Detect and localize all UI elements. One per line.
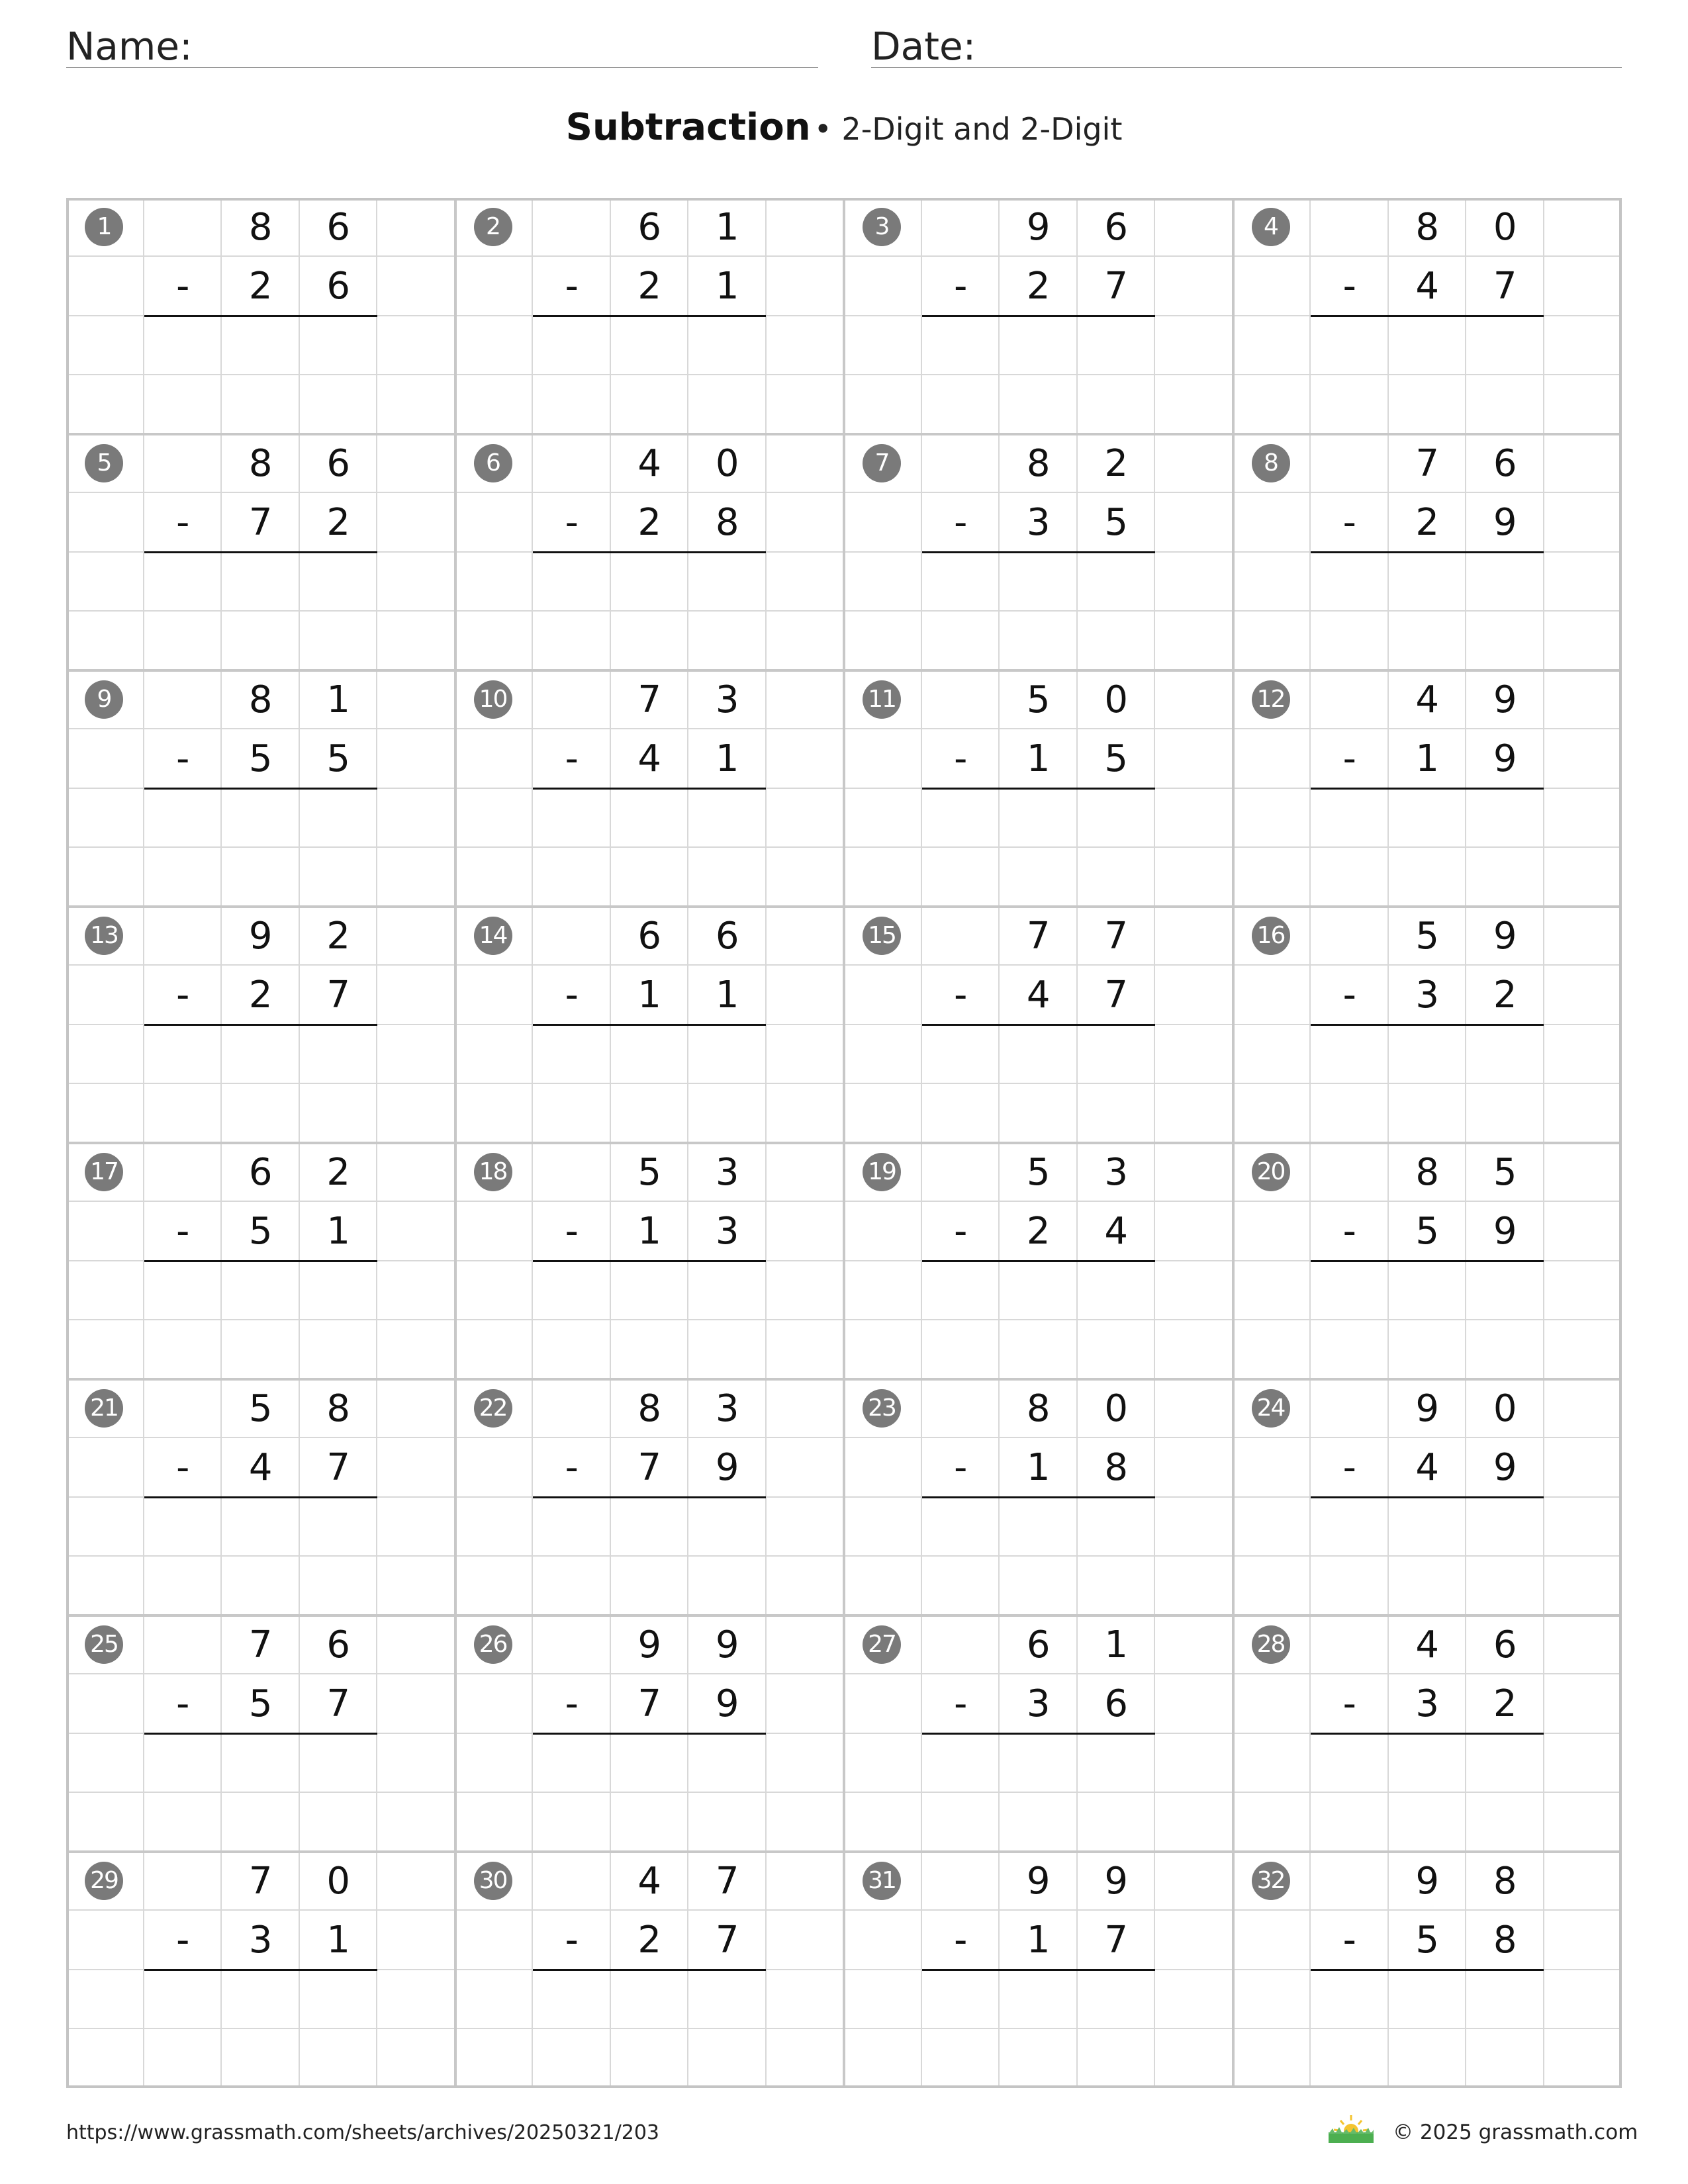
answer-cell[interactable] (688, 316, 767, 375)
problem-number-badge: 11 (863, 680, 901, 719)
subtrahend-ones-digit: 7 (1104, 974, 1129, 1017)
subtrahend-ones-digit: 9 (715, 1446, 739, 1490)
answer-cell[interactable] (144, 1970, 222, 2029)
answer-cell[interactable] (1078, 1734, 1156, 1793)
answer-cell[interactable] (922, 316, 1000, 375)
subtrahend-tens-digit: 2 (637, 1919, 662, 1962)
answer-cell[interactable] (1466, 553, 1544, 612)
answer-cell[interactable] (222, 789, 300, 848)
answer-cell[interactable] (222, 553, 300, 612)
subtrahend-ones-digit: 5 (1104, 501, 1129, 545)
minuend-tens-digit: 8 (248, 442, 273, 485)
problem-number-badge: 21 (85, 1389, 123, 1428)
answer-cell[interactable] (1466, 1498, 1544, 1557)
answer-cell[interactable] (1311, 1025, 1389, 1084)
subtrahend-ones-digit: 1 (326, 1919, 351, 1962)
subtrahend-tens-digit: 2 (248, 265, 273, 308)
minuend-tens-digit: 4 (637, 442, 662, 485)
answer-cell[interactable] (922, 1498, 1000, 1557)
answer-cell[interactable] (144, 1261, 222, 1320)
name-label: Name: (66, 24, 193, 69)
answer-cell[interactable] (1078, 1498, 1156, 1557)
answer-cell[interactable] (1389, 789, 1467, 848)
answer-cell[interactable] (1311, 789, 1389, 848)
answer-cell[interactable] (300, 553, 378, 612)
minus-sign: - (565, 501, 579, 545)
answer-cell[interactable] (611, 1970, 689, 2029)
subtrahend-ones-digit: 2 (1493, 974, 1517, 1017)
problem-number-badge: 19 (863, 1153, 901, 1191)
problem-number-badge: 29 (85, 1862, 123, 1900)
subtrahend-tens-digit: 1 (1026, 737, 1051, 781)
subtrahend-tens-digit: 5 (248, 737, 273, 781)
minuend-tens-digit: 6 (637, 206, 662, 249)
subtrahend-tens-digit: 7 (637, 1446, 662, 1490)
problem-number-badge: 32 (1252, 1862, 1290, 1900)
answer-cell[interactable] (222, 1970, 300, 2029)
answer-cell[interactable] (1389, 1734, 1467, 1793)
subtrahend-tens-digit: 5 (1415, 1210, 1440, 1253)
minuend-ones-digit: 3 (1104, 1151, 1129, 1194)
subtrahend-tens-digit: 4 (637, 737, 662, 781)
answer-cell[interactable] (222, 1261, 300, 1320)
subtrahend-ones-digit: 7 (326, 974, 351, 1017)
subtrahend-ones-digit: 1 (715, 974, 739, 1017)
footer-url: https://www.grassmath.com/sheets/archives/20250321/203 (66, 2121, 660, 2144)
subtrahend-ones-digit: 5 (1104, 737, 1129, 781)
minuend-ones-digit: 2 (326, 915, 351, 958)
footer-copyright: © 2025 grassmath.com (1393, 2120, 1638, 2144)
problem-number-badge: 28 (1252, 1625, 1290, 1664)
subtrahend-ones-digit: 1 (326, 1210, 351, 1253)
problem-number-badge: 23 (863, 1389, 901, 1428)
answer-cell[interactable] (1311, 1734, 1389, 1793)
problem-number-badge: 30 (474, 1862, 512, 1900)
answer-cell[interactable] (144, 316, 222, 375)
minuend-tens-digit: 7 (1415, 442, 1440, 485)
answer-cell[interactable] (1078, 789, 1156, 848)
minus-sign: - (1342, 265, 1356, 308)
answer-cell[interactable] (688, 1025, 767, 1084)
minuend-tens-digit: 8 (248, 206, 273, 249)
answer-cell[interactable] (1078, 1261, 1156, 1320)
answer-cell[interactable] (1466, 789, 1544, 848)
answer-cell[interactable] (611, 1498, 689, 1557)
minuend-tens-digit: 9 (1026, 206, 1051, 249)
minus-sign: - (1342, 1446, 1356, 1490)
subtrahend-tens-digit: 4 (248, 1446, 273, 1490)
problem-number-badge: 31 (863, 1862, 901, 1900)
subtrahend-tens-digit: 4 (1415, 1446, 1440, 1490)
answer-cell[interactable] (611, 1734, 689, 1793)
answer-cell[interactable] (144, 553, 222, 612)
minuend-ones-digit: 6 (715, 915, 739, 958)
answer-cell[interactable] (922, 1734, 1000, 1793)
minus-sign: - (1342, 1919, 1356, 1962)
minus-sign: - (565, 974, 579, 1017)
minuend-ones-digit: 6 (326, 442, 351, 485)
answer-cell[interactable] (1466, 316, 1544, 375)
minus-sign: - (176, 1682, 190, 1726)
subtrahend-ones-digit: 7 (326, 1682, 351, 1726)
answer-cell[interactable] (1078, 553, 1156, 612)
problem-number-badge: 12 (1252, 680, 1290, 719)
answer-cell[interactable] (1000, 1970, 1078, 2029)
minus-sign: - (565, 265, 579, 308)
answer-cell[interactable] (688, 1734, 767, 1793)
minuend-ones-digit: 9 (1493, 915, 1517, 958)
problem-number-badge: 9 (85, 680, 123, 719)
minuend-tens-digit: 9 (1026, 1860, 1051, 1903)
answer-cell[interactable] (1078, 1970, 1156, 2029)
minuend-tens-digit: 6 (1026, 1623, 1051, 1666)
answer-cell[interactable] (300, 1498, 378, 1557)
minus-sign: - (565, 737, 579, 781)
answer-cell[interactable] (1389, 1498, 1467, 1557)
subtrahend-ones-digit: 7 (1104, 265, 1129, 308)
answer-cell[interactable] (688, 1498, 767, 1557)
subtrahend-ones-digit: 7 (1104, 1919, 1129, 1962)
minuend-tens-digit: 7 (1026, 915, 1051, 958)
minuend-tens-digit: 6 (637, 915, 662, 958)
minuend-tens-digit: 5 (1026, 1151, 1051, 1194)
minuend-tens-digit: 5 (1026, 678, 1051, 721)
subtrahend-ones-digit: 7 (715, 1919, 739, 1962)
answer-cell[interactable] (300, 316, 378, 375)
subtrahend-tens-digit: 2 (1026, 265, 1051, 308)
minuend-ones-digit: 3 (715, 1151, 739, 1194)
minus-sign: - (176, 1919, 190, 1962)
subtrahend-tens-digit: 4 (1026, 974, 1051, 1017)
problem-number-badge: 10 (474, 680, 512, 719)
subtrahend-tens-digit: 1 (1026, 1446, 1051, 1490)
minuend-tens-digit: 8 (1415, 1151, 1440, 1194)
problem-number-badge: 13 (85, 917, 123, 955)
minuend-ones-digit: 0 (1104, 1387, 1129, 1430)
subtrahend-ones-digit: 4 (1104, 1210, 1129, 1253)
subtrahend-tens-digit: 7 (637, 1682, 662, 1726)
problem-number-badge: 4 (1252, 208, 1290, 246)
minuend-ones-digit: 0 (1104, 678, 1129, 721)
answer-cell[interactable] (1000, 789, 1078, 848)
minuend-tens-digit: 5 (637, 1151, 662, 1194)
subtrahend-tens-digit: 2 (637, 265, 662, 308)
answer-cell[interactable] (144, 789, 222, 848)
minus-sign: - (954, 1446, 968, 1490)
problem-number-badge: 15 (863, 917, 901, 955)
answer-cell[interactable] (688, 789, 767, 848)
minuend-ones-digit: 8 (1493, 1860, 1517, 1903)
subtrahend-ones-digit: 9 (1493, 1446, 1517, 1490)
answer-cell[interactable] (533, 1734, 611, 1793)
subtrahend-ones-digit: 7 (1493, 265, 1517, 308)
minus-sign: - (565, 1682, 579, 1726)
minuend-tens-digit: 5 (1415, 915, 1440, 958)
answer-cell[interactable] (1466, 1025, 1544, 1084)
subtrahend-ones-digit: 1 (715, 737, 739, 781)
problem-number-badge: 25 (85, 1625, 123, 1664)
minus-sign: - (1342, 1210, 1356, 1253)
answer-cell[interactable] (1389, 1261, 1467, 1320)
minuend-ones-digit: 1 (326, 678, 351, 721)
minuend-ones-digit: 0 (326, 1860, 351, 1903)
minuend-ones-digit: 6 (326, 206, 351, 249)
answer-cell[interactable] (1000, 1734, 1078, 1793)
minuend-ones-digit: 3 (715, 1387, 739, 1430)
answer-cell[interactable] (533, 316, 611, 375)
answer-cell[interactable] (222, 1734, 300, 1793)
title-subtitle: • 2-Digit and 2-Digit (814, 111, 1123, 147)
answer-cell[interactable] (1389, 553, 1467, 612)
answer-cell[interactable] (922, 1261, 1000, 1320)
answer-cell[interactable] (144, 1025, 222, 1084)
answer-cell[interactable] (300, 1734, 378, 1793)
minus-sign: - (565, 1446, 579, 1490)
minuend-tens-digit: 7 (248, 1623, 273, 1666)
minuend-ones-digit: 6 (1493, 442, 1517, 485)
answer-cell[interactable] (1078, 316, 1156, 375)
answer-cell[interactable] (533, 553, 611, 612)
problem-number-badge: 17 (85, 1153, 123, 1191)
subtrahend-tens-digit: 7 (248, 501, 273, 545)
minuend-ones-digit: 9 (715, 1623, 739, 1666)
minuend-tens-digit: 9 (1415, 1860, 1440, 1903)
minus-sign: - (176, 974, 190, 1017)
answer-cell[interactable] (688, 1261, 767, 1320)
answer-cell[interactable] (1000, 316, 1078, 375)
date-line[interactable] (871, 67, 1622, 68)
subtrahend-ones-digit: 2 (1493, 1682, 1517, 1726)
minuend-ones-digit: 7 (1104, 915, 1129, 958)
subtrahend-tens-digit: 1 (1415, 737, 1440, 781)
subtrahend-tens-digit: 5 (248, 1210, 273, 1253)
answer-cell[interactable] (533, 1261, 611, 1320)
minus-sign: - (1342, 1682, 1356, 1726)
minuend-ones-digit: 8 (326, 1387, 351, 1430)
answer-cell[interactable] (1000, 1025, 1078, 1084)
answer-cell[interactable] (688, 1970, 767, 2029)
subtrahend-ones-digit: 3 (715, 1210, 739, 1253)
problem-number-badge: 5 (85, 444, 123, 482)
problem-number-badge: 18 (474, 1153, 512, 1191)
answer-cell[interactable] (611, 316, 689, 375)
answer-cell[interactable] (1389, 1025, 1467, 1084)
minus-sign: - (1342, 501, 1356, 545)
problem-grid (66, 198, 1622, 2088)
subtrahend-tens-digit: 3 (1026, 501, 1051, 545)
answer-cell[interactable] (300, 1025, 378, 1084)
problem-number-badge: 16 (1252, 917, 1290, 955)
answer-cell[interactable] (922, 553, 1000, 612)
problem-number-badge: 8 (1252, 444, 1290, 482)
problem-number-badge: 2 (474, 208, 512, 246)
answer-cell[interactable] (1389, 1970, 1467, 2029)
answer-cell[interactable] (1000, 1498, 1078, 1557)
subtrahend-tens-digit: 2 (248, 974, 273, 1017)
subtrahend-ones-digit: 1 (715, 265, 739, 308)
subtrahend-tens-digit: 3 (248, 1919, 273, 1962)
subtrahend-tens-digit: 5 (248, 1682, 273, 1726)
problem-number-badge: 1 (85, 208, 123, 246)
minuend-tens-digit: 6 (248, 1151, 273, 1194)
grass-sun-logo-icon (1326, 2111, 1376, 2144)
minuend-ones-digit: 2 (1104, 442, 1129, 485)
minuend-ones-digit: 0 (1493, 1387, 1517, 1430)
problem-number-badge: 3 (863, 208, 901, 246)
subtrahend-tens-digit: 2 (637, 501, 662, 545)
minuend-tens-digit: 9 (637, 1623, 662, 1666)
subtrahend-ones-digit: 8 (715, 501, 739, 545)
problem-number-badge: 20 (1252, 1153, 1290, 1191)
minuend-ones-digit: 7 (715, 1860, 739, 1903)
minus-sign: - (176, 1210, 190, 1253)
answer-cell[interactable] (1466, 1970, 1544, 2029)
subtrahend-ones-digit: 5 (326, 737, 351, 781)
minuend-tens-digit: 8 (637, 1387, 662, 1430)
subtrahend-tens-digit: 1 (1026, 1919, 1051, 1962)
answer-cell[interactable] (300, 1261, 378, 1320)
minus-sign: - (1342, 974, 1356, 1017)
worksheet-title (0, 106, 1688, 149)
minus-sign: - (954, 1210, 968, 1253)
subtrahend-tens-digit: 1 (637, 974, 662, 1017)
subtrahend-ones-digit: 2 (326, 501, 351, 545)
problem-number-badge: 7 (863, 444, 901, 482)
minus-sign: - (954, 974, 968, 1017)
subtrahend-ones-digit: 8 (1493, 1919, 1517, 1962)
minuend-tens-digit: 8 (1415, 206, 1440, 249)
minus-sign: - (176, 737, 190, 781)
minus-sign: - (954, 1919, 968, 1962)
answer-cell[interactable] (533, 1970, 611, 2029)
minuend-ones-digit: 0 (715, 442, 739, 485)
minus-sign: - (954, 501, 968, 545)
problem-number-badge: 26 (474, 1625, 512, 1664)
subtrahend-ones-digit: 6 (326, 265, 351, 308)
subtrahend-ones-digit: 9 (715, 1682, 739, 1726)
minus-sign: - (954, 265, 968, 308)
subtrahend-tens-digit: 3 (1026, 1682, 1051, 1726)
answer-cell[interactable] (922, 789, 1000, 848)
minus-sign: - (565, 1919, 579, 1962)
minus-sign: - (565, 1210, 579, 1253)
minus-sign: - (954, 737, 968, 781)
minuend-ones-digit: 0 (1493, 206, 1517, 249)
name-line[interactable] (66, 67, 818, 68)
subtrahend-ones-digit: 9 (1493, 1210, 1517, 1253)
answer-cell[interactable] (1000, 553, 1078, 612)
problem-number-badge: 6 (474, 444, 512, 482)
answer-cell[interactable] (922, 1970, 1000, 2029)
answer-cell[interactable] (1311, 1970, 1389, 2029)
answer-cell[interactable] (300, 1970, 378, 2029)
minuend-tens-digit: 8 (1026, 442, 1051, 485)
answer-cell[interactable] (688, 553, 767, 612)
title-main: Subtraction (565, 106, 811, 149)
minuend-tens-digit: 9 (248, 915, 273, 958)
answer-cell[interactable] (533, 1025, 611, 1084)
minuend-ones-digit: 1 (715, 206, 739, 249)
answer-cell[interactable] (611, 1025, 689, 1084)
subtrahend-tens-digit: 1 (637, 1210, 662, 1253)
minuend-tens-digit: 9 (1415, 1387, 1440, 1430)
minus-sign: - (176, 501, 190, 545)
subtrahend-tens-digit: 5 (1415, 1919, 1440, 1962)
subtrahend-ones-digit: 9 (1493, 501, 1517, 545)
subtrahend-ones-digit: 6 (1104, 1682, 1129, 1726)
subtrahend-tens-digit: 3 (1415, 1682, 1440, 1726)
minuend-ones-digit: 6 (1493, 1623, 1517, 1666)
minuend-ones-digit: 3 (715, 678, 739, 721)
minus-sign: - (1342, 737, 1356, 781)
answer-cell[interactable] (1311, 1261, 1389, 1320)
minuend-tens-digit: 5 (248, 1387, 273, 1430)
minus-sign: - (176, 1446, 190, 1490)
answer-cell[interactable] (1311, 316, 1389, 375)
subtrahend-tens-digit: 2 (1026, 1210, 1051, 1253)
minuend-tens-digit: 4 (637, 1860, 662, 1903)
answer-cell[interactable] (533, 1498, 611, 1557)
answer-cell[interactable] (611, 789, 689, 848)
answer-cell[interactable] (922, 1025, 1000, 1084)
subtrahend-ones-digit: 9 (1493, 737, 1517, 781)
minuend-tens-digit: 7 (248, 1860, 273, 1903)
answer-cell[interactable] (1466, 1734, 1544, 1793)
minuend-ones-digit: 6 (1104, 206, 1129, 249)
answer-cell[interactable] (144, 1734, 222, 1793)
answer-cell[interactable] (1078, 1025, 1156, 1084)
answer-cell[interactable] (1389, 316, 1467, 375)
answer-cell[interactable] (1466, 1261, 1544, 1320)
answer-cell[interactable] (222, 1498, 300, 1557)
minus-sign: - (954, 1682, 968, 1726)
answer-cell[interactable] (1311, 1498, 1389, 1557)
problem-number-badge: 24 (1252, 1389, 1290, 1428)
minuend-tens-digit: 7 (637, 678, 662, 721)
date-label: Date: (871, 24, 976, 69)
minuend-tens-digit: 4 (1415, 1623, 1440, 1666)
answer-cell[interactable] (300, 789, 378, 848)
problem-number-badge: 22 (474, 1389, 512, 1428)
minuend-ones-digit: 6 (326, 1623, 351, 1666)
minus-sign: - (176, 265, 190, 308)
minuend-tens-digit: 8 (1026, 1387, 1051, 1430)
minuend-ones-digit: 9 (1104, 1860, 1129, 1903)
answer-cell[interactable] (611, 553, 689, 612)
answer-cell[interactable] (222, 1025, 300, 1084)
answer-cell[interactable] (1311, 553, 1389, 612)
answer-cell[interactable] (611, 1261, 689, 1320)
subtrahend-tens-digit: 2 (1415, 501, 1440, 545)
minuend-tens-digit: 8 (248, 678, 273, 721)
answer-cell[interactable] (533, 789, 611, 848)
subtrahend-tens-digit: 3 (1415, 974, 1440, 1017)
minuend-tens-digit: 4 (1415, 678, 1440, 721)
subtrahend-ones-digit: 7 (326, 1446, 351, 1490)
answer-cell[interactable] (1000, 1261, 1078, 1320)
subtrahend-tens-digit: 4 (1415, 265, 1440, 308)
answer-cell[interactable] (222, 316, 300, 375)
answer-cell[interactable] (144, 1498, 222, 1557)
minuend-ones-digit: 9 (1493, 678, 1517, 721)
minuend-ones-digit: 2 (326, 1151, 351, 1194)
problem-number-badge: 14 (474, 917, 512, 955)
problem-number-badge: 27 (863, 1625, 901, 1664)
minuend-ones-digit: 5 (1493, 1151, 1517, 1194)
minuend-ones-digit: 1 (1104, 1623, 1129, 1666)
subtrahend-ones-digit: 8 (1104, 1446, 1129, 1490)
